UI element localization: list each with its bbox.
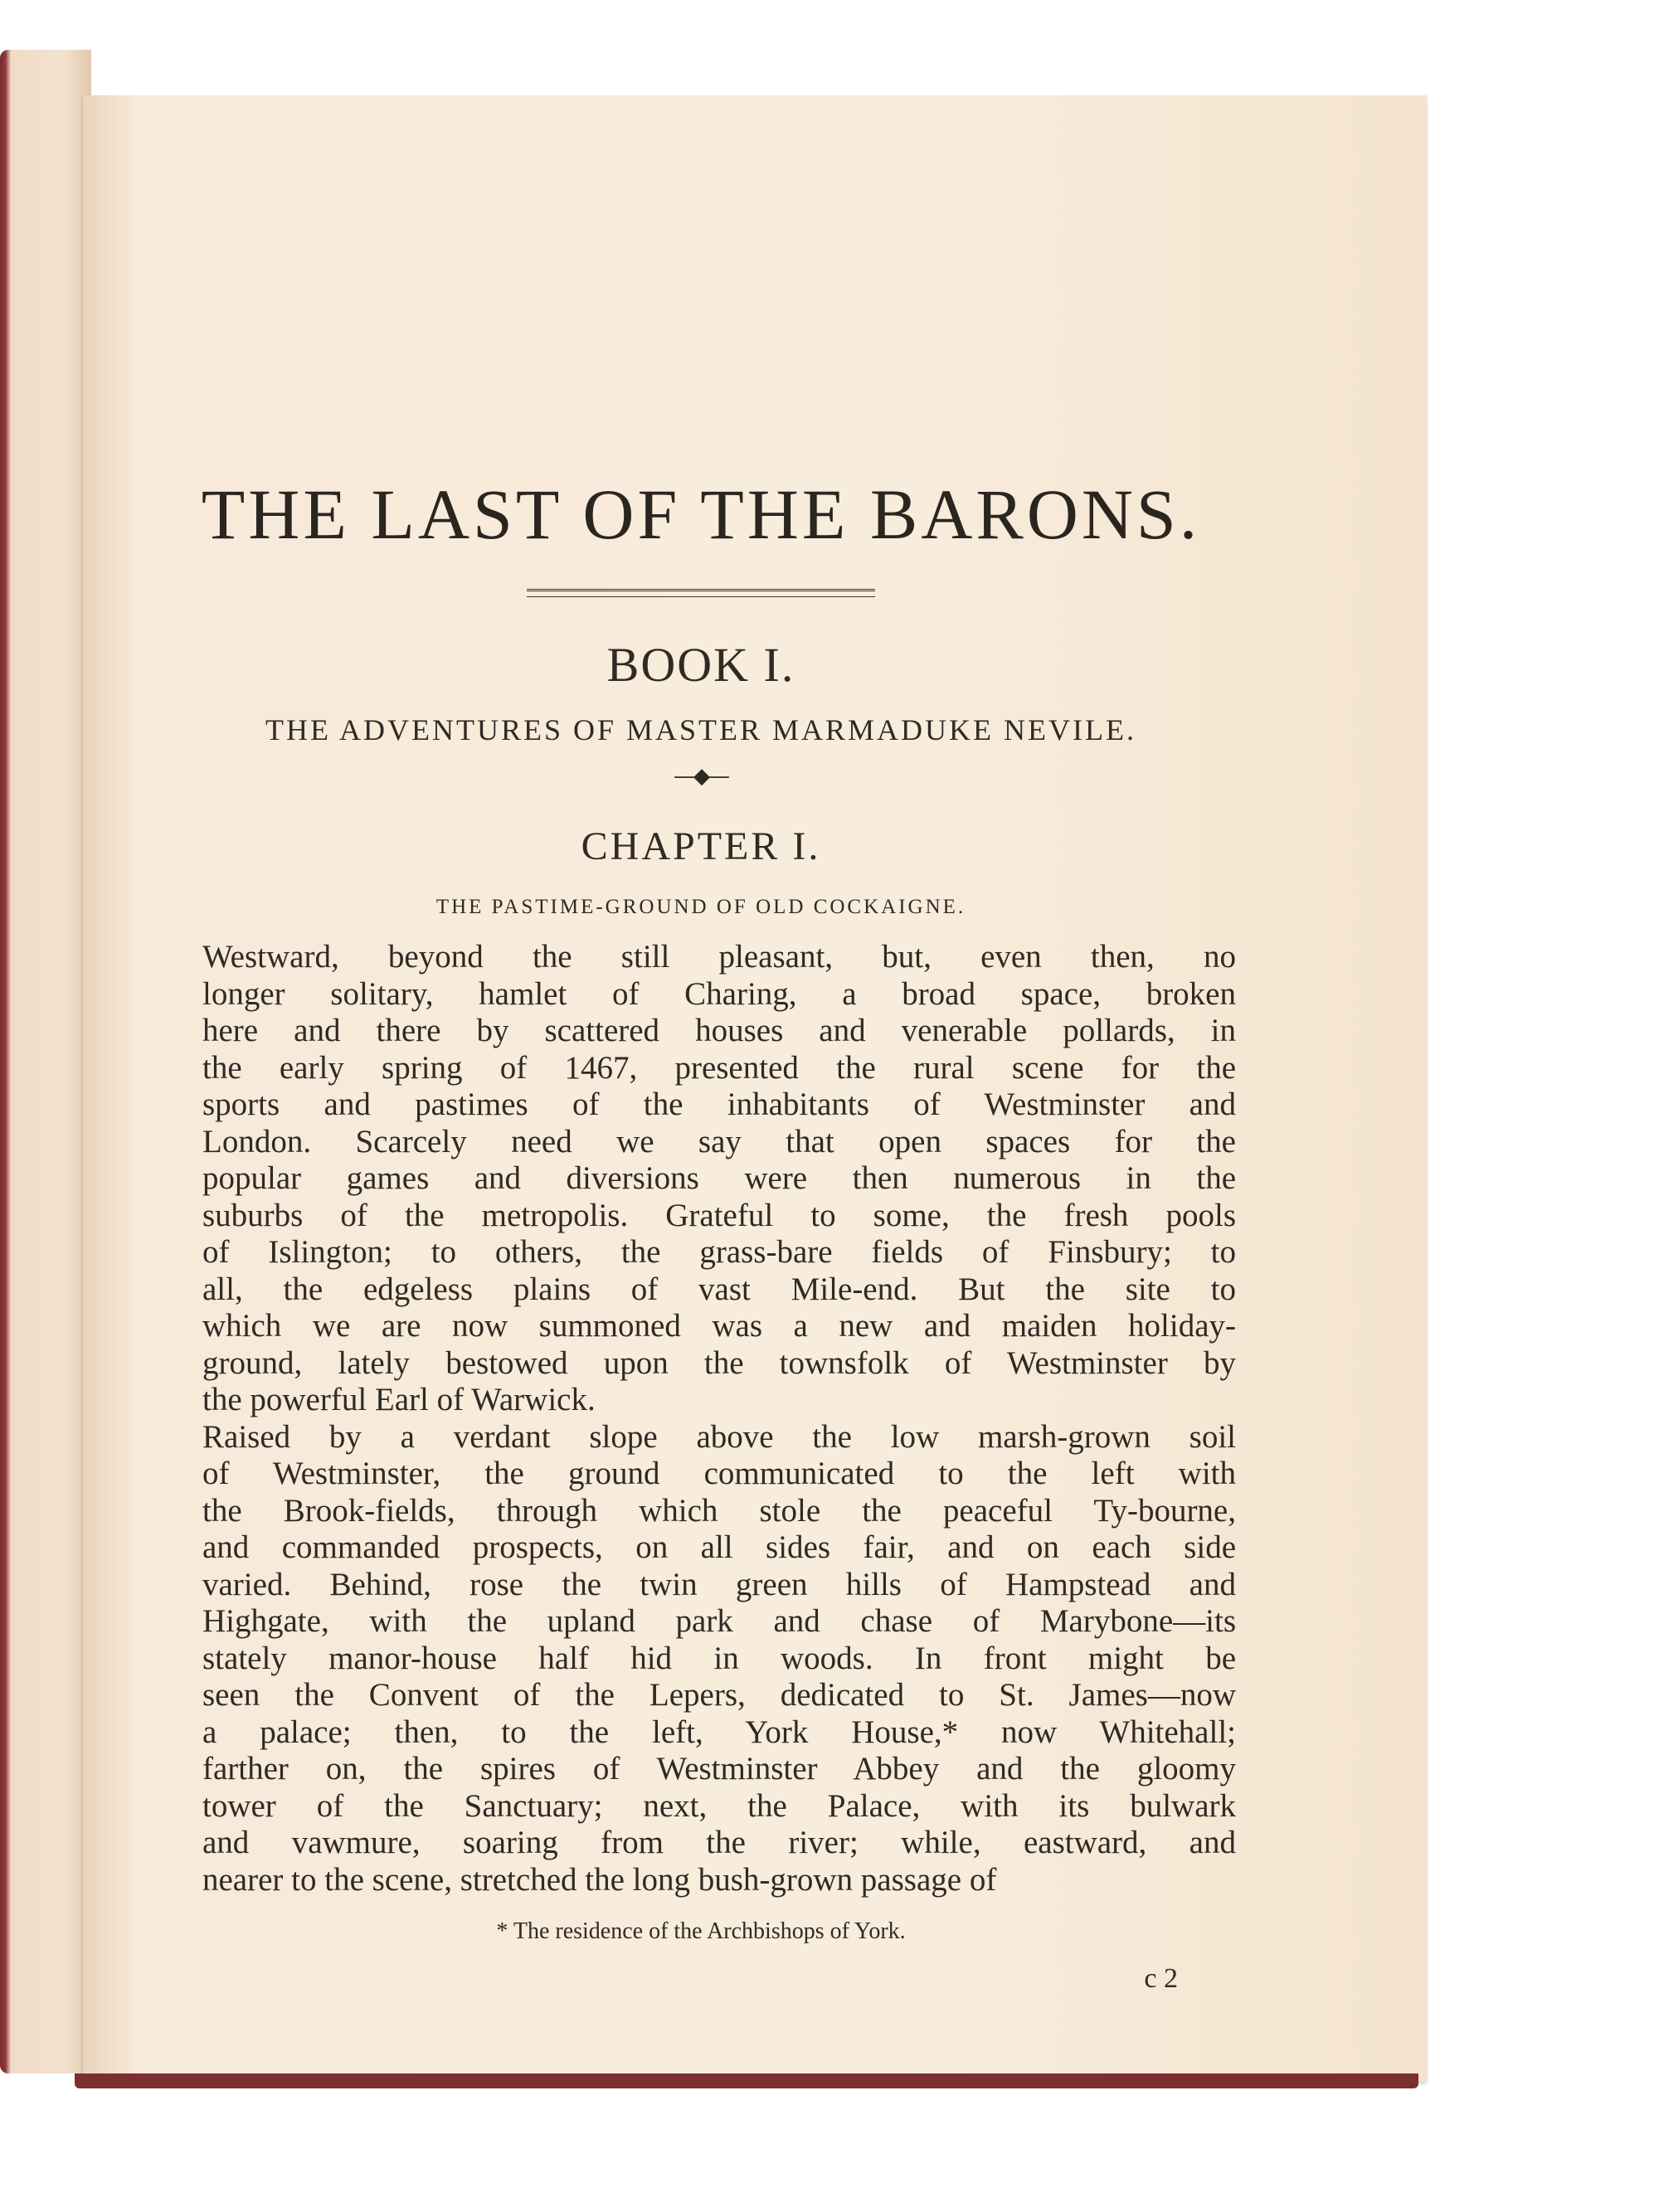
text-line: varied. Behind, rose the twin green hills of Hampstead and [202, 1566, 1236, 1602]
text-line: the powerful Earl of Warwick. [202, 1382, 596, 1417]
footnote: * The residence of the Archbishops of York. [496, 1918, 906, 1944]
text-line: suburbs of the metropolis. Grateful to some, the fresh pools [202, 1197, 1236, 1233]
text-line: farther on, the spires of Westminster Abbey and the gloomy [202, 1751, 1236, 1787]
text-line: and commanded prospects, on all sides fair, and on each side [202, 1529, 1236, 1565]
paragraph-2 [166, 1419, 1236, 1899]
text-line: the early spring of 1467, presented the rural scene for the [202, 1049, 1236, 1086]
text-line: Westward, beyond the still pleasant, but, even then, no [202, 939, 1236, 975]
paragraph-1 [166, 939, 1236, 1419]
text-line: here and there by scattered houses and venerable pollards, in [202, 1013, 1236, 1048]
ornament-divider: —◆— [674, 764, 728, 789]
text-line: longer solitary, hamlet of Charing, a broad space, broken [202, 975, 1236, 1012]
text-line: tower of the Sanctuary; next, the Palace, with its bulwark [202, 1787, 1236, 1824]
text-line: nearer to the scene, stretched the long bush-grown passage of [202, 1861, 997, 1898]
chapter-heading: CHAPTER I. [581, 824, 821, 868]
signature-mark: c 2 [1144, 1963, 1178, 1994]
book-subtitle: THE ADVENTURES OF MASTER MARMADUKE NEVILE. [265, 713, 1136, 746]
text-line: London. Scarcely need we say that open spaces for the [202, 1123, 1236, 1159]
text-line: of Westminster, the ground communicated to the left with [202, 1456, 1236, 1491]
text-line: Raised by a verdant slope above the low marsh-grown soil [202, 1418, 1236, 1455]
text-line: sports and pastimes of the inhabitants of Westminster and [202, 1087, 1236, 1122]
book-heading: BOOK I. [606, 638, 795, 692]
text-line: which we are now summoned was a new and maiden holiday- [202, 1308, 1236, 1344]
text-line: the Brook-fields, through which stole the peaceful Ty-bourne, [202, 1492, 1236, 1529]
book-binding [75, 2073, 1418, 2088]
page-title: THE LAST OF THE BARONS. [201, 474, 1201, 554]
text-line: all, the edgeless plains of vast Mile-end. But the site to [202, 1271, 1236, 1307]
text-line: a palace; then, to the left, York House,* now Whitehall; [202, 1714, 1236, 1750]
title-rule [527, 589, 875, 597]
text-line: of Islington; to others, the grass-bare fields of Finsbury; to [202, 1234, 1236, 1270]
text-line: Highgate, with the upland park and chase of Marybone—its [202, 1603, 1236, 1639]
text-line: popular games and diversions were then numerous in the [202, 1160, 1236, 1196]
text-line: stately manor-house half hid in woods. In front might be [202, 1640, 1236, 1676]
page-content [166, 365, 1236, 1994]
text-line: and vawmure, soaring from the river; while, eastward, and [202, 1825, 1236, 1860]
text-line: seen the Convent of the Lepers, dedicated to St. James—now [202, 1677, 1236, 1713]
chapter-subtitle: THE PASTIME-GROUND OF OLD COCKAIGNE. [435, 896, 966, 918]
text-line: ground, lately bestowed upon the townsfolk of Westminster by [202, 1344, 1236, 1381]
book-spine [0, 50, 91, 2073]
